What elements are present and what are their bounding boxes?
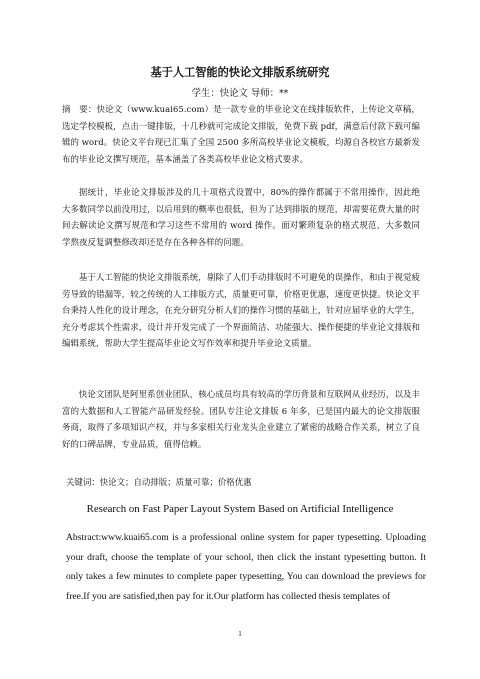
keywords-cn: 关键词：快论文；自动排版；质量可靠；价格优惠 [66, 477, 252, 487]
abstract-cn-paragraph-4: 快论文团队是阿里系创业团队，核心成员均具有较高的学历背景和互联网从业经历，以及丰富的大数据和人工智能产品研发经验。团队专注论文排版 6 年多，已是国内最大的论文排版服务商，取得了多项知识产权，并与多家相关行业龙头企业建立了紧密的战略合作关系，树立了良好的口碑品牌，专业品质，值得信赖。 [62, 389, 420, 449]
page-number: 1 [238, 630, 242, 638]
abstract-cn-paragraph-2: 据统计，毕业论文排版涉及的几十项格式设置中，80%的操作都属于不常用操作，因此绝大多数同学以前没用过，以后用到的概率也很低，但为了达到排版的规范，却需要花费大量的时间去解读论文撰写规范和学习这些不常用的 word 操作。面对繁琐复杂的格式规范，大多数同学熬夜反复调整修改却还是存在各种各样的问题。 [62, 187, 420, 247]
abstract-en: Abstract:www.kuai65.com is a professional online system for paper typesetting. Uploading your draft, choose the template of your school, then click the instant typesetting button. It only takes a few minutes to complete paper typesetting, You can download the previews for free.If you are satisfied,then pay for it.Our platform has collected thesis templates of [66, 532, 426, 602]
english-title: Research on Fast Paper Layout System Based on Artificial Intelligence [86, 503, 394, 515]
paper-title: 基于人工智能的快论文排版系统研究 [150, 66, 330, 79]
abstract-cn-paragraph-1: 摘 要：快论文（www.kuai65.com）是一款专业的毕业论文在线排版软件，上传论文草稿，选定学校模板，点击一键排版，十几秒就可完成论文排版，免费下载 pdf，满意后付款下载可编辑的 word。快论文平台现已汇集了全国 2500 多所高校毕业论文模板，均源自各校官方最新发布的毕业论文撰写规范，基本涵盖了各类高校毕业论文格式要求。 [62, 104, 420, 164]
abstract-cn-paragraph-3: 基于人工智能的快论文排版系统，剔除了人们手动排版时不可避免的误操作，和由于视觉疲劳导致的错漏等，较之传统的人工排版方式，质量更可靠，价格更优惠，速度更快捷。快论文平台秉持人性化的设计理念，在充分研究分析人们的操作习惯的基础上，针对应届毕业的大学生，充分考虑其个性需求，设计并开发完成了一个界面简洁、功能强大、操作便捷的毕业论文排版和编辑系统，帮助大学生提高毕业论文写作效率和提升毕业论文质量。 [62, 272, 420, 348]
author-line: 学生：快论文 导师：** [191, 88, 289, 99]
